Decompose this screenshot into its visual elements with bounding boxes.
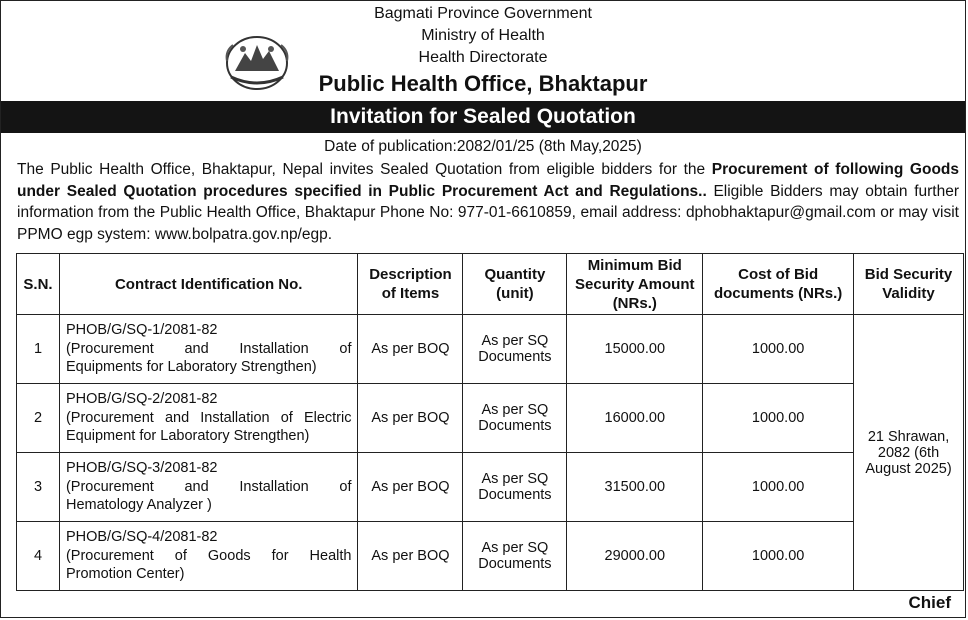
intro-paragraph <box>17 159 959 245</box>
table-row <box>17 384 964 453</box>
table-row <box>17 453 964 522</box>
contract-description: (Procurement of Goods for Health Promotion Center) <box>65 547 352 583</box>
header <box>1 1 965 99</box>
row-contract <box>59 453 358 522</box>
contract-id: PHOB/G/SQ-3/2081-82 <box>65 460 218 477</box>
row-sn: 3 <box>17 453 60 522</box>
office-title: Public Health Office, Bhaktapur <box>318 71 648 96</box>
row-cost: 1000.00 <box>703 315 854 384</box>
row-quantity: As per SQ Documents <box>463 315 567 384</box>
intro-bold-text: Procurement of following Goods under Sealed Quotation procedures specified in Public Procurement Act and Regulations.. <box>17 161 959 200</box>
row-min-bid: 16000.00 <box>567 384 703 453</box>
row-cost: 1000.00 <box>703 522 854 591</box>
contract-description: (Procurement and Installation of Hematology Analyzer ) <box>65 478 352 514</box>
province-government: Bagmati Province Government <box>374 5 592 22</box>
contract-description: (Procurement and Installation of Electric Equipment for Laboratory Strengthen) <box>65 409 352 445</box>
table-header-row <box>17 254 964 315</box>
row-items: As per BOQ <box>358 522 463 591</box>
row-sn: 1 <box>17 315 60 384</box>
row-quantity: As per SQ Documents <box>463 384 567 453</box>
header-validity: Bid Security Validity <box>854 254 964 315</box>
row-items: As per BOQ <box>358 453 463 522</box>
row-min-bid: 15000.00 <box>567 315 703 384</box>
signature-title: Chief <box>908 593 951 612</box>
row-contract <box>59 384 358 453</box>
bid-validity-cell: 21 Shrawan, 2082 (6th August 2025) <box>854 315 964 591</box>
row-sn: 2 <box>17 384 60 453</box>
header-cost: Cost of Bid documents (NRs.) <box>703 254 854 315</box>
contract-description: (Procurement and Installation of Equipments for Laboratory Strengthen) <box>65 340 352 376</box>
row-min-bid: 31500.00 <box>567 453 703 522</box>
contract-id: PHOB/G/SQ-2/2081-82 <box>65 391 218 408</box>
header-description: Description of Items <box>358 254 463 315</box>
header-sn: S.N. <box>17 254 60 315</box>
row-cost: 1000.00 <box>703 384 854 453</box>
row-min-bid: 29000.00 <box>567 522 703 591</box>
header-contract-id: Contract Identification No. <box>59 254 358 315</box>
row-items: As per BOQ <box>358 315 463 384</box>
publication-date: Date of publication:2082/01/25 (8th May,2025) <box>324 138 642 155</box>
row-items: As per BOQ <box>358 384 463 453</box>
table-row <box>17 522 964 591</box>
row-sn: 4 <box>17 522 60 591</box>
contract-id: PHOB/G/SQ-1/2081-82 <box>65 322 218 339</box>
table-row <box>17 315 964 384</box>
header-quantity: Quantity (unit) <box>463 254 567 315</box>
intro-text-1: The Public Health Office, Bhaktapur, Nepal invites Sealed Quotation from eligible bidders for the <box>17 161 712 178</box>
row-quantity: As per SQ Documents <box>463 453 567 522</box>
row-contract <box>59 522 358 591</box>
row-contract <box>59 315 358 384</box>
row-quantity: As per SQ Documents <box>463 522 567 591</box>
notice-banner: Invitation for Sealed Quotation <box>1 101 965 133</box>
intro-text-2: Eligible Bidders may obtain further information from the Public Health Office, Bhaktapur Phone No: 977-01-6610859, email address: dphobhaktapur@gmail.com or may visit PPMO egp system: www.bolpatra.gov.np/egp. <box>17 182 959 243</box>
row-cost: 1000.00 <box>703 453 854 522</box>
directorate-name: Health Directorate <box>418 49 548 66</box>
contract-id: PHOB/G/SQ-4/2081-82 <box>65 529 218 546</box>
ministry-name: Ministry of Health <box>421 27 545 44</box>
procurement-table <box>16 253 964 591</box>
header-min-bid: Minimum Bid Security Amount (NRs.) <box>567 254 703 315</box>
